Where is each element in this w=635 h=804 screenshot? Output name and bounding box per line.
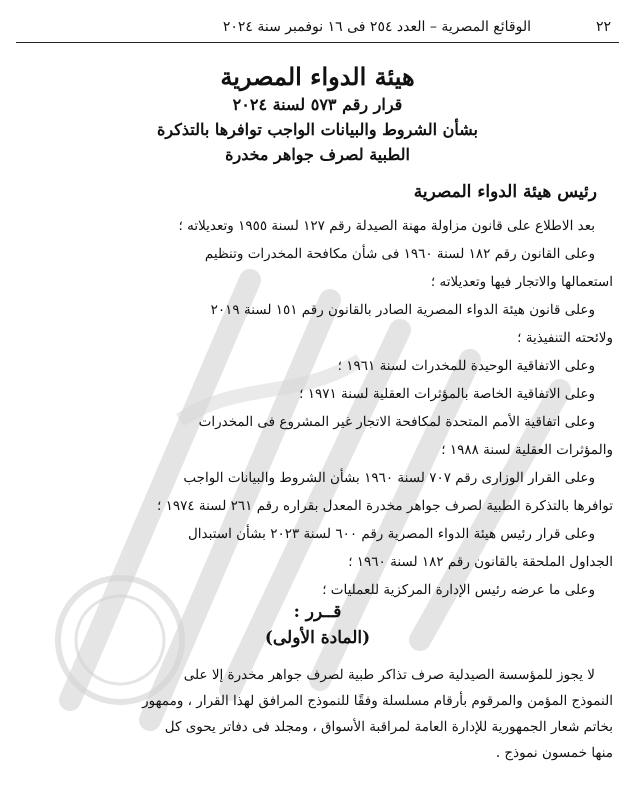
article-line: بخاتم شعار الجمهورية للإدارة العامة لمراقبة الأسواق ، ومجلد فى دفاتر يحوى كل (164, 719, 613, 735)
preamble-line: ولائحته التنفيذية ؛ (517, 330, 613, 346)
page-number: ٢٢ (595, 19, 611, 35)
decision-subject-line-2: الطبية لصرف جواهر مخدرة (225, 145, 410, 164)
decision-title-block (16, 62, 619, 167)
preamble-line: وعلى ما عرضه رئيس الإدارة المركزية للعمليات ؛ (322, 582, 595, 598)
preamble-line: وعلى اتفاقية الأمم المتحدة لمكافحة الاتجار غير المشروع فى المخدرات (198, 414, 595, 430)
preamble-line: الجداول الملحقة بالقانون رقم ١٨٢ لسنة ١٩٦٠ ؛ (348, 554, 613, 570)
article-line: منها خمسون نموذج . (495, 745, 613, 761)
preamble-line: استعمالها والاتجار فيها وتعديلاته ؛ (430, 274, 613, 290)
gazette-issue-title: الوقائع المصرية – العدد ٢٥٤ فى ١٦ نوفمبر سنة ٢٠٢٤ (222, 19, 531, 35)
authority-title: هيئة الدواء المصرية (220, 62, 415, 91)
article-one-heading: (المادة الأولى) (264, 628, 371, 648)
preamble-line: وعلى الاتفاقية الخاصة بالمؤثرات العقلية لسنة ١٩٧١ ؛ (299, 386, 595, 402)
decision-subject-line-1: بشأن الشروط والبيانات الواجب توافرها بالتذكرة (157, 120, 478, 139)
preamble-line: وعلى القرار الوزارى رقم ٧٠٧ لسنة ١٩٦٠ بشأن الشروط والبيانات الواجب (183, 470, 595, 486)
article-line: النموذج المؤمن والمرقوم بأرقام مسلسلة وفقًا للنموذج المرافق لهذا القرار ، وممهور (142, 693, 613, 709)
preamble-line: وعلى الاتفاقية الوحيدة للمخدرات لسنة ١٩٦١ ؛ (337, 358, 595, 374)
page-header (16, 14, 619, 40)
issuer-heading: رئيس هيئة الدواء المصرية (413, 182, 597, 202)
gazette-page (16, 6, 619, 796)
preamble-line: والمؤثرات العقلية لسنة ١٩٨٨ ؛ (441, 442, 613, 458)
preamble-line: وعلى قانون هيئة الدواء المصرية الصادر بالقانون رقم ١٥١ لسنة ٢٠١٩ (210, 302, 595, 318)
header-divider (16, 42, 619, 43)
preamble-line: وعلى القانون رقم ١٨٢ لسنة ١٩٦٠ فى شأن مكافحة المخدرات وتنظيم (204, 246, 595, 262)
decision-number: قرار رقم ٥٧٣ لسنة ٢٠٢٤ (232, 95, 403, 114)
preamble (22, 212, 613, 604)
decides-heading: قــرر : (293, 602, 342, 622)
preamble-line: بعد الاطلاع على قانون مزاولة مهنة الصيدلة رقم ١٢٧ لسنة ١٩٥٥ وتعديلاته ؛ (178, 218, 595, 234)
preamble-line: وعلى قرار رئيس هيئة الدواء المصرية رقم ٦٠٠ لسنة ٢٠٢٣ بشأن استبدال (187, 526, 595, 542)
preamble-line: توافرها بالتذكرة الطبية لصرف جواهر مخدرة المعدل بقراره رقم ٢٦١ لسنة ١٩٧٤ ؛ (156, 498, 613, 514)
article-one-text (22, 662, 613, 766)
article-line: لا يجوز للمؤسسة الصيدلية صرف تذاكر طبية لصرف جواهر مخدرة إلا على (183, 667, 595, 683)
